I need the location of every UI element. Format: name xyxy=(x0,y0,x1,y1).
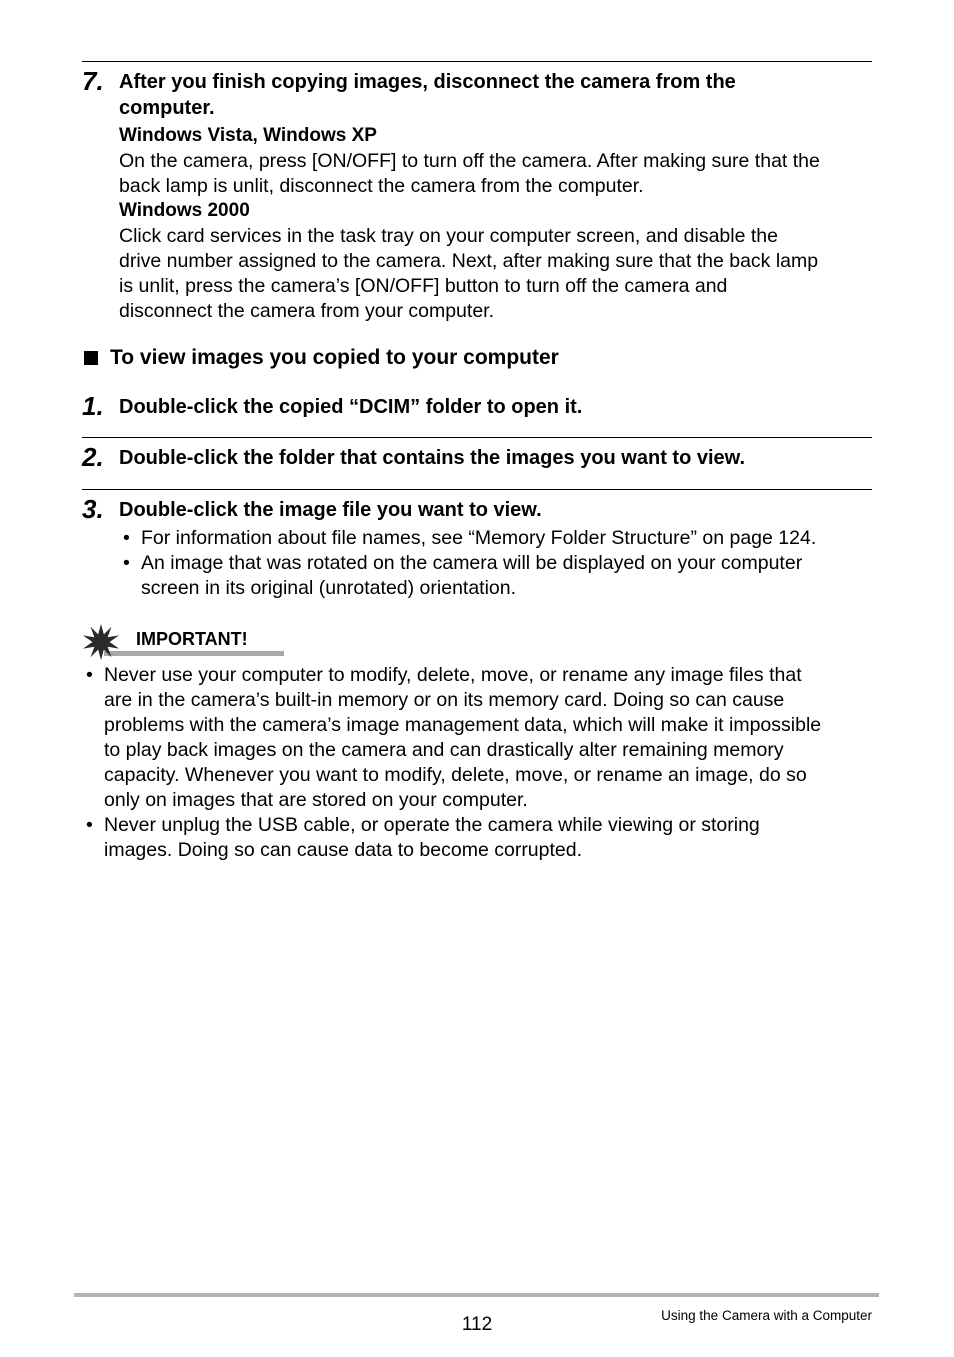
bullet-dot: • xyxy=(123,552,130,574)
bullet-dot: • xyxy=(123,527,130,549)
step-3-note-2-line-2: screen in its original (unrotated) orientation. xyxy=(141,577,517,599)
windows-vista-xp-heading: Windows Vista, Windows XP xyxy=(119,125,377,146)
footer-bar xyxy=(74,1293,879,1297)
step-3-title: Double-click the image file you want to view. xyxy=(119,499,542,521)
important-item-1-line-6: only on images that are stored on your computer. xyxy=(104,789,528,811)
important-callout xyxy=(82,623,287,663)
important-item-2-line-2: images. Doing so can cause data to become corrupted. xyxy=(104,839,583,861)
important-underline-bar xyxy=(104,651,284,656)
important-item-2-text-1: Never unplug the USB cable, or operate the camera while viewing or storing xyxy=(104,814,760,836)
step-1-title: Double-click the copied “DCIM” folder to open it. xyxy=(119,396,583,418)
important-item-1-line-4: to play back images on the camera and can drastically alter remaining memory xyxy=(104,739,784,761)
section-heading-text: To view images you copied to your computer xyxy=(110,346,559,369)
burst-icon xyxy=(82,623,120,661)
step-7-number: 7. xyxy=(82,66,104,96)
important-item-1-line-1 xyxy=(86,663,884,688)
step-2-rule xyxy=(82,437,872,438)
step-2-title: Double-click the folder that contains the images you want to view. xyxy=(119,447,746,469)
important-label: IMPORTANT! xyxy=(136,629,248,649)
bullet-dot: • xyxy=(86,664,93,686)
win2000-line-4: disconnect the camera from your computer. xyxy=(119,300,495,322)
important-item-1-line-3: problems with the camera’s image management data, which will make it impossible xyxy=(104,714,822,736)
important-item-2-line-1 xyxy=(86,813,884,838)
win2000-line-1: Click card services in the task tray on your computer screen, and disable the xyxy=(119,225,778,247)
step-3-rule xyxy=(82,489,872,490)
step-3-number: 3. xyxy=(82,494,104,524)
step-3-note-1-text: For information about file names, see “Memory Folder Structure” on page 124. xyxy=(141,527,817,549)
important-item-1-line-2: are in the camera’s built-in memory or on its memory card. Doing so can cause xyxy=(104,689,785,711)
important-item-1-line-5: capacity. Whenever you want to modify, delete, move, or rename an image, do so xyxy=(104,764,807,786)
win2000-line-3: is unlit, press the camera’s [ON/OFF] button to turn off the camera and xyxy=(119,275,728,297)
important-item-1-text-1: Never use your computer to modify, delete, move, or rename any image files that xyxy=(104,664,802,686)
section-heading xyxy=(84,344,559,372)
top-rule xyxy=(82,61,872,62)
bullet-dot: • xyxy=(86,814,93,836)
windows-2000-heading: Windows 2000 xyxy=(119,200,250,221)
vista-xp-line-1: On the camera, press [ON/OFF] to turn off the camera. After making sure that the xyxy=(119,150,820,172)
step-3-note-2-cont xyxy=(141,576,881,601)
step-7-title-line1: After you finish copying images, disconnect the camera from the xyxy=(119,71,736,93)
step-3-note-2 xyxy=(123,551,881,576)
vista-xp-line-2: back lamp is unlit, disconnect the camera from the computer. xyxy=(119,175,644,197)
black-square-icon xyxy=(84,351,98,365)
step-7-title-line2: computer. xyxy=(119,97,215,119)
step-2-number: 2. xyxy=(82,442,104,472)
step-3-note-2-line-1: An image that was rotated on the camera will be displayed on your computer xyxy=(141,552,803,574)
step-1-number: 1. xyxy=(82,391,104,421)
page-number: 112 xyxy=(461,1314,493,1335)
win2000-line-2: drive number assigned to the camera. Next, after making sure that the back lamp xyxy=(119,250,819,272)
footer-section-name: Using the Camera with a Computer xyxy=(661,1308,872,1323)
step-3-note-1 xyxy=(123,526,881,551)
